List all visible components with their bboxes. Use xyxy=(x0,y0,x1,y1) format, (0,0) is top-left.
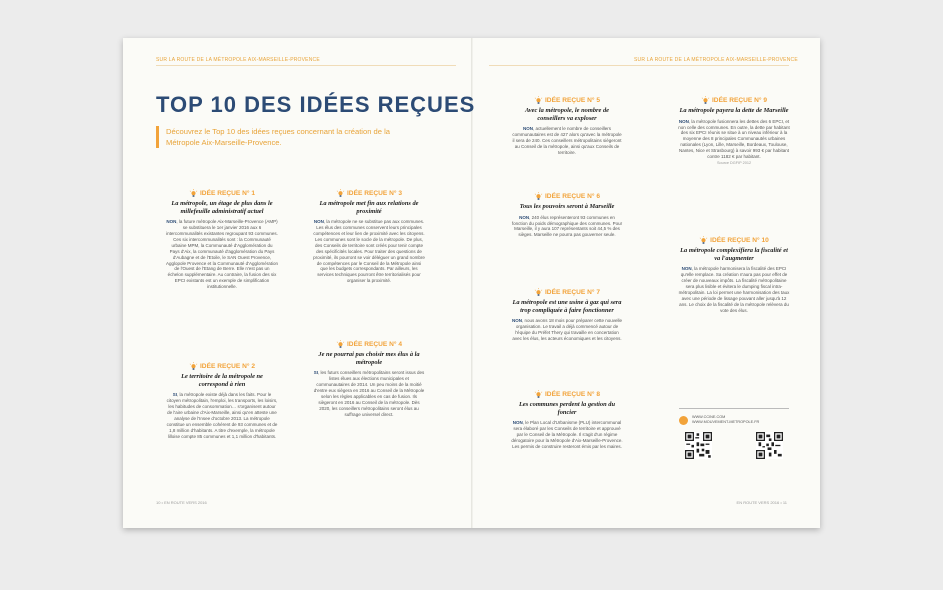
answer-text: , la métropole ne se substitue pas aux communes. Les élus des communes conservent leurs principales compétences et leur lien de proximité avec les citoyens. Les communes sont le socle de la métropole. De plus, des Conseils de territoire sont créés pour tenir compte des spécificités locales. Pour traiter des questions de proximité, ils pourront se voir déléguer un grand nombre de compétences par le Conseil de la Métropole ainsi que les budgets correspondants. Par ailleurs, les services techniques pourront être territorialisés pour organiser la proximité. xyxy=(313,219,425,284)
idea-label: IDÉE REÇUE N° 4 xyxy=(346,340,403,348)
idea-question: Tous les pouvoirs seront à Marseille xyxy=(519,203,615,210)
idea-answer xyxy=(678,119,790,160)
idea-question: La métropole est une usine à gaz qui sera trop compliquée à faire fonctionner xyxy=(512,299,622,314)
idea-label: IDÉE REÇUE N° 5 xyxy=(544,96,601,104)
answer-lead: NON xyxy=(313,219,324,225)
box-rule-top xyxy=(679,408,789,409)
footer-left: 10 • EN ROUTE VERS 2016 xyxy=(156,500,207,505)
running-head-right: SUR LA ROUTE DE LA MÉTROPOLE AIX-MARSEILLE-PROVENCE xyxy=(634,57,798,63)
lightbulb-icon xyxy=(534,288,543,297)
idea-label: IDÉE REÇUE N° 3 xyxy=(346,189,403,197)
idea-card-7 xyxy=(511,287,623,342)
lightbulb-icon xyxy=(534,96,543,105)
answer-text: , 240 élus représenteront 93 communes en fonction du poids démographique des communes. Pour Marseille, il y aura 107 représentants soit 44,5 % des sièges. Marseille ne pourra pas gouverner seule. xyxy=(511,214,623,238)
idea-question: Les communes perdent la gestion du foncier xyxy=(518,401,616,416)
answer-text: , nous avons 18 mois pour préparer cette nouvelle organisation. Le travail a déjà commencé autour de l'équipe du Préfet Thery qui travaille en concertation avec les élus, les acteurs économiques et les citoyens. xyxy=(512,318,623,341)
footer-right: EN ROUTE VERS 2016 • 11 xyxy=(736,500,787,505)
idea-question: La métropole met fin aux relations de proximité xyxy=(319,200,419,215)
idea-label: IDÉE REÇUE N° 7 xyxy=(544,288,601,296)
idea-question: Je ne pourrai pas choisir mes élus à la métropole xyxy=(318,351,420,366)
answer-text: , la future métropole Aix-Marseille-Provence (AMP) se substituera le 1er janvier 2016 aux 6 intercommunalités existantes regroupant 93 communes. Ces six intercommunalités sont : la Communauté urbaine MPM, la Communauté d'Agglomération du Pays d'Aix, la communauté d'agglomération du Pays d'Aubagne et de l'Etoile, le SAN Ouest Provence, Agglopole Provence et la Communauté d'Agglomération de l'Ouest de l'Etang de Berre. Elle n'est pas un échelon supplémentaire. Au contraire, la fusion des six EPCI existants est un exemple de simplification institutionnelle. xyxy=(166,219,278,290)
idea-card-4 xyxy=(313,339,425,417)
answer-lead: NON xyxy=(511,318,522,324)
idea-question: La métropole, un étage de plus dans le millefeuille administratif actuel xyxy=(171,200,273,215)
idea-answer xyxy=(511,318,623,342)
lightbulb-icon xyxy=(534,192,543,201)
answer-text: , la métropole fusionnera les dettes des 6 EPCI, et non celle des communes. En outre, la dette par habitant des six EPCI réunis se situe à un niveau inférieur à la moyenne des 8 principales Communautés urbaines nationales (Lyon, Lille, Marseille, Bordeaux, Toulouse, Nantes, Nice et Strasbourg) à savoir 993 € par habitant contre 1182 € par habitant. xyxy=(678,118,790,160)
answer-lead: NON xyxy=(681,266,692,272)
lightbulb-icon xyxy=(701,96,710,105)
idea-answer xyxy=(678,266,790,313)
lightbulb-icon xyxy=(336,189,345,198)
idea-question: Avec la métropole, le nombre de conseillers va exploser xyxy=(524,107,609,122)
running-head-left: SUR LA ROUTE DE LA MÉTROPOLE AIX-MARSEILLE-PROVENCE xyxy=(156,57,320,63)
answer-lead: SI xyxy=(172,392,177,398)
idea-label: IDÉE REÇUE N° 8 xyxy=(544,390,601,398)
idea-label: IDÉE REÇUE N° 9 xyxy=(711,96,768,104)
idea-card-1 xyxy=(166,188,278,290)
lightbulb-icon xyxy=(189,189,198,198)
page-title: TOP 10 DES IDÉES REÇUES xyxy=(156,92,476,117)
idea-question: La métropole payera la dette de Marseille xyxy=(679,107,789,114)
answer-lead: NON xyxy=(519,214,530,220)
idea-answer xyxy=(511,126,623,156)
idea-card-2 xyxy=(166,361,278,439)
lightbulb-icon xyxy=(336,340,345,349)
idea-card-5 xyxy=(511,95,623,156)
answer-text: , les futurs conseillers métropolitains seront issus des listes élues aux élections municipales et communautaires de 2014. Un peu moins de la moitié d'entre eux siègera en 2016 au Conseil de la Métropole selon les règles applicables en cas de fusion. Ils siègeront en 2016 au Conseil de la métropole. Dès 2020, les conseillers métropolitains seront élus au suffrage universel direct. xyxy=(313,370,425,417)
idea-card-3 xyxy=(313,188,425,284)
idea-question: La métropole complexifiera la fiscalité et va l'augmenter xyxy=(680,247,788,262)
answer-lead: SI xyxy=(313,370,318,376)
source-note: Source DGFIP 2012 xyxy=(716,160,752,165)
idea-label: IDÉE REÇUE N° 1 xyxy=(199,189,256,197)
idea-card-8 xyxy=(511,389,623,450)
idea-label: IDÉE REÇUE N° 10 xyxy=(710,236,769,244)
idea-answer xyxy=(511,420,623,450)
lightbulb-icon xyxy=(189,362,198,371)
magazine-spread xyxy=(123,38,820,528)
idea-card-6 xyxy=(511,191,623,238)
link-mouvement-metropole[interactable]: WWW.MOUVEMENT-METROPOLE.FR xyxy=(692,420,760,424)
idea-card-10 xyxy=(678,235,790,313)
idea-answer xyxy=(511,215,623,239)
answer-lead: NON xyxy=(512,420,523,426)
idea-answer xyxy=(313,219,425,284)
idea-answer xyxy=(313,370,425,417)
intro-text: Découvrez le Top 10 des idées reçues concernant la création de la Métropole Aix-Marseille-Provence. xyxy=(156,126,416,148)
idea-answer xyxy=(166,392,278,439)
answer-lead: NON xyxy=(166,219,177,225)
link-ccine[interactable]: WWW.CCINE.COM xyxy=(692,415,726,419)
idea-answer xyxy=(166,219,278,290)
lightbulb-icon xyxy=(699,236,708,245)
idea-card-9 xyxy=(678,95,790,165)
answer-text: , la métropole harmonisera la fiscalité des EPCI qu'elle remplace. Sa création n'aura pas pour effet de créer de nouveaux impôts. La fiscalité métropolitaine sera plus lisible et évitera le dumping fiscal intra-métropolitain. La loi permet une harmonisation des taux avec une période de lissage pouvant aller jusqu'à 12 ans. Le choix de la fiscalité de la métropole relèvera du vote des élus. xyxy=(678,266,790,313)
answer-text: , actuellement le nombre de conseillers communautaires est de 427 alors qu'avec la métropole il sera de 240. Ces conseillers métropolitains siègeront au Conseil de la métropole, ainsi qu'aux Conseils de territoire. xyxy=(512,126,622,155)
answer-text: , le Plan Local d'Urbanisme (PLU) intercommunal sera élaboré par les Conseils de territoire et approuvé par le Conseil de la Métropole. Il s'agit d'un régime dérogatoire pour la Métropole d'Aix-Marseille-Provence. Les permis de construire resteront émis par les maires. xyxy=(511,420,623,449)
links-box xyxy=(679,408,789,483)
lightbulb-icon xyxy=(534,390,543,399)
idea-label: IDÉE REÇUE N° 2 xyxy=(199,362,256,370)
idea-label: IDÉE REÇUE N° 6 xyxy=(544,192,601,200)
qr-code-icon xyxy=(756,432,783,459)
header-rule-left xyxy=(156,65,456,66)
header-rule-right xyxy=(489,65,789,66)
web-icon xyxy=(679,416,688,425)
answer-lead: NON xyxy=(678,118,689,124)
idea-question: Le territoire de la métropole ne correspond à rien xyxy=(181,373,263,388)
answer-text: , la métropole existe déjà dans les faits. Pour le citoyen métropolitain, l'emploi, les transports, les loisirs, les habitudes de consommation… s'organisent autour de l'aire urbaine d'Aix-Marseille, ainsi qu'en atteste une analyse de l'Insee d'octobre 2013. La métropole constitue un ensemble cohérent de 93 communes et de 1,8 million d'habitants. A titre d'exemple, la métropole lilloise compte 85 communes et 1,1 million d'habitants. xyxy=(166,392,278,439)
answer-lead: NON xyxy=(522,126,533,132)
qr-code-icon xyxy=(685,432,712,459)
